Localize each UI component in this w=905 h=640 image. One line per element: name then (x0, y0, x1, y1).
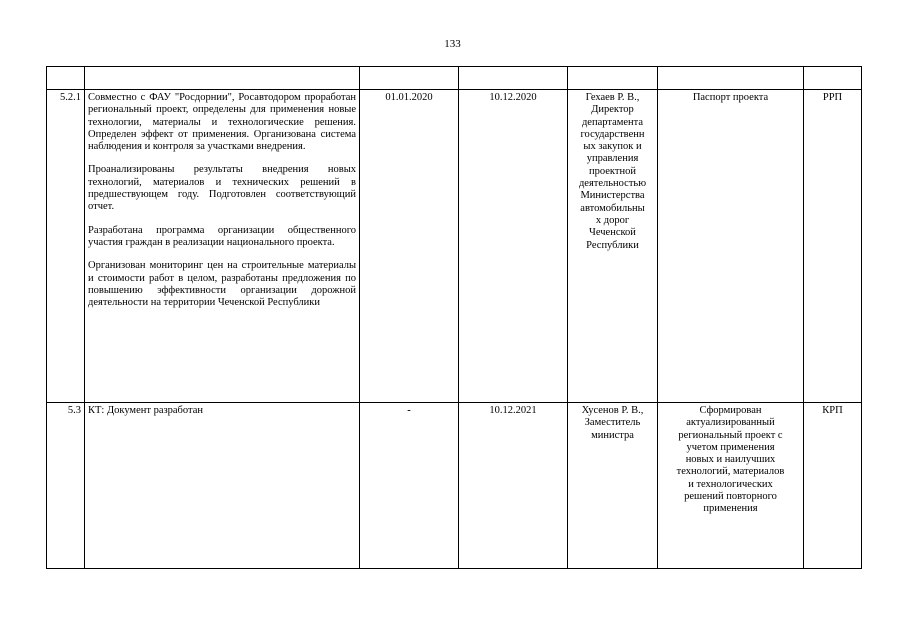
table-row (47, 403, 862, 569)
row-level: РРП (804, 90, 862, 403)
header-cell (360, 67, 459, 90)
result-line: применения (703, 503, 758, 515)
header-cell (804, 67, 862, 90)
responsible-line: Министерства (580, 190, 645, 202)
result-line: технологий, материалов (676, 466, 785, 478)
responsible-line: Чеченской (589, 227, 636, 239)
result-line: и технологических (688, 478, 773, 490)
row-end-date: 10.12.2021 (459, 403, 568, 569)
description-paragraph: КТ: Документ разработан (88, 405, 203, 416)
header-cell (85, 67, 360, 90)
header-cell (568, 67, 658, 90)
row-responsible (568, 90, 658, 403)
responsible-line: Хусенов Р. В., (581, 405, 644, 416)
result-line: учетом применения (686, 441, 775, 453)
row-responsible (568, 403, 658, 569)
responsible-line: Республики (586, 239, 639, 251)
responsible-line: Гехаев Р. В., (585, 92, 640, 103)
result-line: актуализированный (686, 417, 775, 429)
responsible-line: автомобильны (580, 202, 645, 214)
result-line: региональный проект с (678, 429, 783, 441)
row-code: 5.2.1 (47, 90, 85, 403)
table-row (47, 90, 862, 403)
row-end-date: 10.12.2020 (459, 90, 568, 403)
description-paragraph: Разработана программа организации общественного участия граждан в реализации национального проекта. (88, 224, 356, 248)
plan-table (46, 66, 862, 569)
row-description (85, 90, 360, 403)
responsible-line: министра (591, 429, 634, 441)
responsible-line: проектной (589, 165, 636, 177)
description-paragraph: Организован мониторинг цен на строительные материалы и стоимости работ в целом, разработаны предложения по повышению эффективности организации дорожной деятельности на территории Чеченской Республики (88, 260, 356, 309)
responsible-line: х дорог (595, 214, 630, 226)
row-code: 5.3 (47, 403, 85, 569)
description-paragraph: Совместно с ФАУ "Росдорнии", Росавтодором проработан региональный проект, определены для применения новые технологии, материалы и технологические решения. Определен эффект от применения. Организована система наблюдения и контроля за участками внедрения. (88, 92, 356, 153)
row-start-date: - (360, 403, 459, 569)
row-level: КРП (804, 403, 862, 569)
result-line: новых и наилучших (685, 454, 776, 466)
responsible-line: ых закупок и (583, 141, 642, 153)
table-header-row (47, 67, 862, 90)
header-cell (459, 67, 568, 90)
result-line: Сформирован (699, 405, 762, 416)
responsible-line: Заместитель (584, 417, 641, 429)
responsible-line: деятельностью (578, 178, 647, 190)
responsible-line: государственн (580, 128, 645, 140)
responsible-line: Директор (591, 104, 634, 116)
row-result (658, 403, 804, 569)
row-result: Паспорт проекта (658, 90, 804, 403)
header-cell (47, 67, 85, 90)
result-line: решений повторного (684, 491, 777, 503)
row-description (85, 403, 360, 569)
row-start-date: 01.01.2020 (360, 90, 459, 403)
responsible-line: управления (586, 153, 639, 165)
description-paragraph: Проанализированы результаты внедрения новых технологий, материалов и технических решений в предшествующем году. Подготовлен соответствующий отчет. (88, 164, 356, 213)
header-cell (658, 67, 804, 90)
page-number: 133 (444, 38, 461, 50)
responsible-line: департамента (581, 116, 644, 128)
